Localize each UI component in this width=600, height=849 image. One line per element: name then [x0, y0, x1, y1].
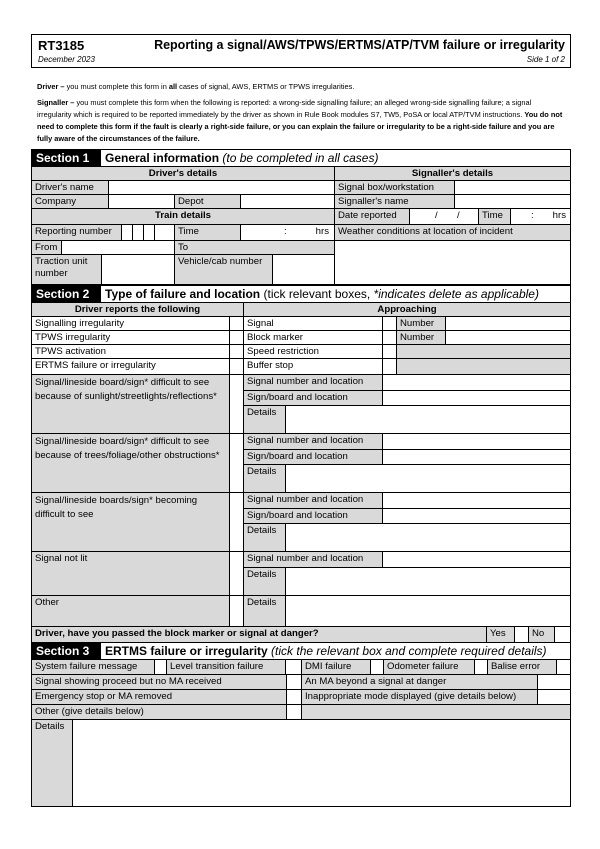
details-field-5[interactable]	[285, 595, 571, 627]
signal-not-lit-label: Signal not lit	[31, 551, 230, 596]
buffer-stop-checkbox[interactable]	[382, 358, 397, 375]
balise-error-label: Balise error	[487, 659, 557, 675]
date-separator-2: /	[457, 210, 460, 221]
reporting-number-label: Reporting number	[31, 224, 122, 241]
signal-proceed-checkbox[interactable]	[286, 674, 302, 690]
odometer-failure-label: Odometer failure	[383, 659, 475, 675]
details-label-3: Details	[243, 523, 286, 552]
other-ertms-filler	[301, 704, 571, 720]
to-label: To	[174, 240, 335, 255]
time-field-hrs: hrs	[315, 226, 329, 237]
block-marker-label: Block marker	[243, 330, 383, 345]
speed-restriction-label: Speed restriction	[243, 344, 383, 359]
tpws-activation-checkbox[interactable]	[229, 344, 244, 359]
passed-danger-question: Driver, have you passed the block marker or signal at danger?	[31, 626, 487, 643]
signalling-irregularity-label: Signalling irregularity	[31, 316, 230, 331]
from-field[interactable]	[61, 240, 175, 255]
driver-reports-header: Driver reports the following	[31, 302, 244, 317]
visibility-sunlight-label: Signal/lineside board/sign* difficult to see because of sunlight/streetlights/reflections*	[31, 374, 230, 434]
other-ertms-checkbox[interactable]	[286, 704, 302, 720]
tpws-activation-label: TPWS activation	[31, 344, 230, 359]
ertms-failure-checkbox[interactable]	[229, 358, 244, 375]
time-hrs: hrs	[552, 210, 566, 221]
company-label: Company	[31, 194, 109, 209]
time-field[interactable]	[240, 224, 335, 241]
form-date: December 2023	[38, 55, 95, 64]
section1-heading: General information (to be completed in all cases)	[100, 149, 571, 167]
block-marker-number-label: Number	[396, 330, 446, 345]
signallers-details-header: Signaller's details	[334, 166, 571, 181]
sign-board-location-field-1[interactable]	[382, 390, 571, 406]
section1-label: Section 1	[31, 149, 101, 167]
company-field[interactable]	[108, 194, 175, 209]
sign-board-location-field-2[interactable]	[382, 449, 571, 465]
buffer-stop-filler	[396, 358, 571, 375]
driver-name-label: Driver's name	[31, 180, 109, 195]
time-colon: :	[531, 210, 534, 221]
sign-board-location-label-1: Sign/board and location	[243, 390, 383, 406]
other-checkbox[interactable]	[229, 595, 244, 627]
approaching-header: Approaching	[243, 302, 571, 317]
odometer-failure-checkbox[interactable]	[474, 659, 488, 675]
signal-proceed-label: Signal showing proceed but no MA received	[31, 674, 287, 690]
signal-number-location-label-3: Signal number and location	[243, 492, 383, 509]
emergency-stop-checkbox[interactable]	[286, 689, 302, 705]
buffer-stop-label: Buffer stop	[243, 358, 383, 375]
block-marker-checkbox[interactable]	[382, 330, 397, 345]
signaller-name-label: Signaller's name	[334, 194, 455, 209]
visibility-becoming-label: Signal/lineside boards/sign* becoming difficult to see	[31, 492, 230, 552]
no-label: No	[528, 626, 555, 643]
visibility-sunlight-checkbox[interactable]	[229, 374, 244, 434]
signaller-instructions: Signaller – you must complete this form when the following is reported: a wrong-side signalling failure; an alleged wrong-side signalling failure; a signal irregularity which is required to be reported immediately by the driver as shown in Rule Book modules S7, TW5, PoSA or local ATP/TVM instructions. You do not need to complete this form if the fault is clearly a right-side failure, or you can explain the failure or irregularity to be a right-side failure and you are fully aware of the circumstances of the failure.	[37, 98, 563, 143]
signal-number-location-field-4[interactable]	[382, 551, 571, 568]
ertms-details-label: Details	[31, 719, 73, 807]
sign-board-location-field-3[interactable]	[382, 508, 571, 524]
time-label: Time	[174, 224, 241, 241]
signal-number-location-field-2[interactable]	[382, 433, 571, 450]
signal-box-label: Signal box/workstation	[334, 180, 455, 195]
level-transition-checkbox[interactable]	[285, 659, 302, 675]
emergency-stop-label: Emergency stop or MA removed	[31, 689, 287, 705]
block-marker-number-field[interactable]	[445, 330, 571, 345]
yes-checkbox[interactable]	[514, 626, 529, 643]
page-side: Side 1 of 2	[526, 55, 565, 64]
details-field-4[interactable]	[285, 567, 571, 596]
traction-unit-label: Traction unit number	[31, 254, 102, 285]
signal-number-location-field-3[interactable]	[382, 492, 571, 509]
signal-label: Signal	[243, 316, 383, 331]
train-details-header: Train details	[31, 208, 335, 225]
ertms-details-field[interactable]	[72, 719, 571, 807]
other-ertms-label: Other (give details below)	[31, 704, 287, 720]
details-field-3[interactable]	[285, 523, 571, 552]
system-failure-label: System failure message	[31, 659, 155, 675]
visibility-trees-checkbox[interactable]	[229, 433, 244, 493]
from-label: From	[31, 240, 62, 255]
signaller-name-field[interactable]	[454, 194, 571, 209]
dmi-failure-checkbox[interactable]	[370, 659, 384, 675]
inappropriate-mode-label: Inappropriate mode displayed (give details below)	[301, 689, 538, 705]
signal-box-field[interactable]	[454, 180, 571, 195]
yes-label: Yes	[486, 626, 515, 643]
details-label-5: Details	[243, 595, 286, 627]
drivers-details-header: Driver's details	[31, 166, 335, 181]
level-transition-label: Level transition failure	[166, 659, 286, 675]
section2-label: Section 2	[31, 285, 101, 303]
visibility-becoming-checkbox[interactable]	[229, 492, 244, 552]
date-separator-1: /	[435, 210, 438, 221]
details-label-2: Details	[243, 464, 286, 493]
other-label: Other	[31, 595, 230, 627]
inappropriate-mode-checkbox[interactable]	[537, 689, 571, 705]
signal-number-field[interactable]	[445, 316, 571, 331]
form-title: Reporting a signal/AWS/TPWS/ERTMS/ATP/TVM failure or irregularity	[154, 38, 565, 52]
signal-checkbox[interactable]	[382, 316, 397, 331]
time-field-colon: :	[284, 226, 287, 237]
speed-restriction-filler	[396, 344, 571, 359]
section3-heading: ERTMS failure or irregularity (tick the relevant box and complete required details)	[100, 642, 571, 660]
date-reported-label: Date reported	[334, 208, 410, 225]
signal-number-location-label-2: Signal number and location	[243, 433, 383, 450]
details-label-1: Details	[243, 405, 286, 434]
vehicle-cab-field[interactable]	[272, 254, 335, 285]
signal-not-lit-checkbox[interactable]	[229, 551, 244, 596]
signalling-irregularity-checkbox[interactable]	[229, 316, 244, 331]
details-field-2[interactable]	[285, 464, 571, 493]
vehicle-cab-label: Vehicle/cab number	[174, 254, 273, 285]
tpws-irregularity-label: TPWS irregularity	[31, 330, 230, 345]
weather-label: Weather conditions at location of incident	[334, 224, 571, 241]
ma-beyond-label: An MA beyond a signal at danger	[301, 674, 538, 690]
time-label-s1: Time	[478, 208, 511, 225]
signal-number-location-label-4: Signal number and location	[243, 551, 383, 568]
speed-restriction-checkbox[interactable]	[382, 344, 397, 359]
traction-unit-field[interactable]	[101, 254, 175, 285]
ma-beyond-checkbox[interactable]	[537, 674, 571, 690]
reporting-number-box-4[interactable]	[154, 224, 175, 241]
tpws-irregularity-checkbox[interactable]	[229, 330, 244, 345]
section3-label: Section 3	[31, 642, 101, 660]
signal-number-label: Number	[396, 316, 446, 331]
depot-label: Depot	[174, 194, 241, 209]
depot-field[interactable]	[240, 194, 335, 209]
balise-error-checkbox[interactable]	[556, 659, 571, 675]
details-label-4: Details	[243, 567, 286, 596]
date-reported-field[interactable]	[409, 208, 479, 225]
section2-heading: Type of failure and location (tick relevant boxes, *indicates delete as applicable)	[100, 285, 571, 303]
dmi-failure-label: DMI failure	[301, 659, 371, 675]
driver-name-field[interactable]	[108, 180, 335, 195]
sign-board-location-label-2: Sign/board and location	[243, 449, 383, 465]
ertms-failure-label: ERTMS failure or irregularity	[31, 358, 230, 375]
weather-field[interactable]	[334, 240, 571, 285]
time-reported-field[interactable]	[510, 208, 571, 225]
signal-number-location-field-1[interactable]	[382, 374, 571, 391]
details-field-1[interactable]	[285, 405, 571, 434]
sign-board-location-label-3: Sign/board and location	[243, 508, 383, 524]
visibility-trees-label: Signal/lineside board/sign* difficult to see because of trees/foliage/other obstructions*	[31, 433, 230, 493]
form-code: RT3185	[38, 38, 85, 53]
no-checkbox[interactable]	[554, 626, 571, 643]
driver-instructions: Driver – you must complete this form in all cases of signal, AWS, ERTMS or TPWS irregularities.	[37, 82, 355, 91]
signal-number-location-label-1: Signal number and location	[243, 374, 383, 391]
